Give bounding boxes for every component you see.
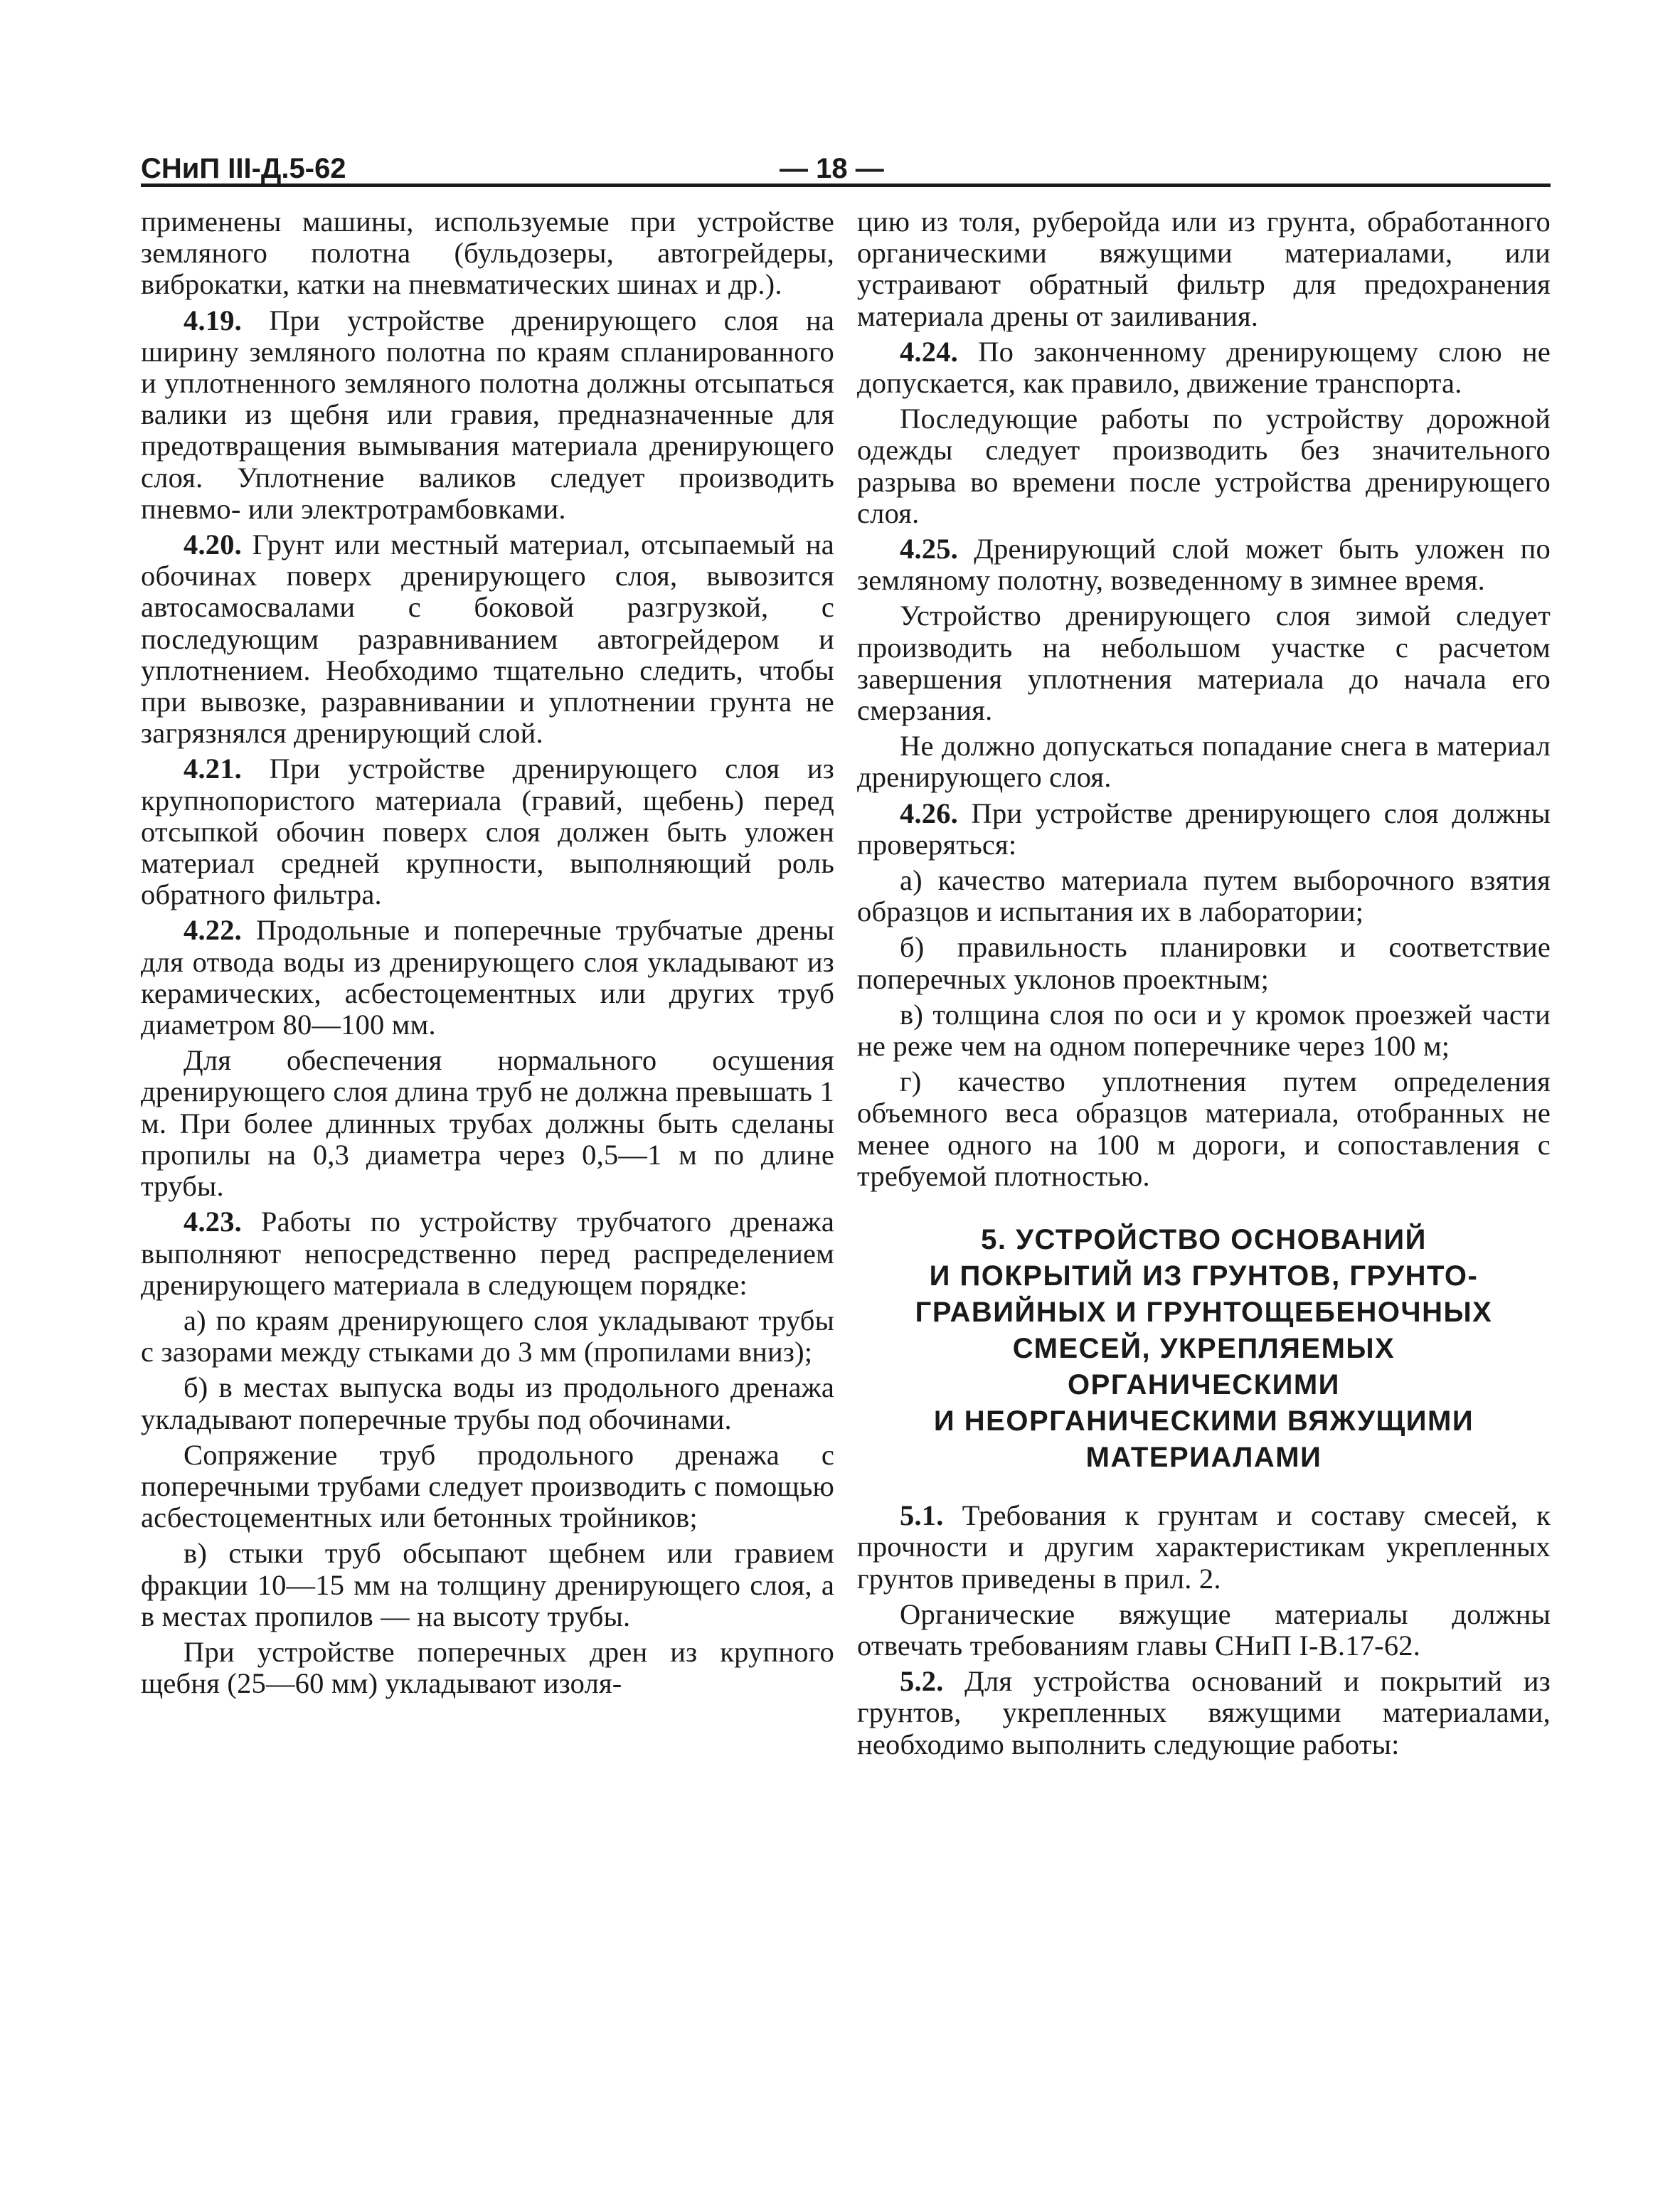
paragraph-text: При устройстве дренирующего слоя должны проверяться:	[857, 797, 1551, 861]
section-title-line: 5. УСТРОЙСТВО ОСНОВАНИЙ	[981, 1224, 1427, 1256]
paragraph-text: При устройстве дренирующего слоя из крупнопористого материала (гравий, щебень) перед отсыпкой обочин поверх слоя должен быть уложен материал средней крупности, выполняющий роль обратного фильтра.	[141, 753, 834, 911]
paragraph-text: применены машины, используемые при устройстве земляного полотна (бульдозеры, автогрейдеры, виброкатки, катки на пневматических шинах и др.).	[141, 206, 834, 301]
clause-number: 4.23.	[184, 1206, 242, 1238]
paragraph	[857, 206, 1551, 332]
paragraph	[857, 932, 1551, 994]
paragraph-text: а) по краям дренирующего слоя укладывают трубы с зазорами между стыками до 3 мм (пропилами вниз);	[141, 1304, 834, 1368]
paragraph-text: При устройстве дренирующего слоя на ширину земляного полотна по краям спланированного и уплотненного земляного полотна должны отсыпаться валики из щебня или гравия, предназначенные для предотвращения вымывания материала дренирующего слоя. Уплотнение валиков следует производить пневмо- или электротрамбовками.	[141, 304, 834, 525]
paragraph	[141, 753, 834, 910]
paragraph	[141, 1305, 834, 1368]
section-title-line: ОРГАНИЧЕСКИМИ	[1068, 1369, 1340, 1401]
paragraph-text: б) в местах выпуска воды из продольного дренажа укладывают поперечные трубы под обочинами.	[141, 1371, 834, 1435]
page-number: — 18 —	[780, 153, 884, 184]
section-title-line: ГРАВИЙНЫХ И ГРУНТОЩЕБЕНОЧНЫХ	[915, 1297, 1493, 1329]
paragraph-text: Требования к грунтам и составу смесей, к прочности и другим характеристикам укрепленных грунтов приведены в прил. 2.	[857, 1499, 1551, 1595]
clause-number: 4.21.	[184, 753, 242, 785]
paragraph-text: Продольные и поперечные трубчатые дрены для отвода воды из дренирующего слоя укладывают из керамических, асбестоцементных или других труб диаметром 80—100 мм.	[141, 914, 834, 1041]
clause-number: 5.1.	[900, 1499, 944, 1532]
paragraph	[141, 529, 834, 749]
clause-number: 4.26.	[900, 797, 958, 829]
paragraph	[857, 1066, 1551, 1192]
clause-number: 4.19.	[184, 304, 242, 336]
paragraph-text: Органические вяжущие материалы должны отвечать требованиям главы СНиП I-В.17-62.	[857, 1597, 1551, 1662]
paragraph-text: При устройстве поперечных дрен из крупного щебня (25—60 мм) укладывают изоля-	[141, 1635, 834, 1700]
paragraph-text: б) правильность планировки и соответствие поперечных уклонов проектным;	[857, 931, 1551, 995]
paragraph	[141, 1372, 834, 1435]
paragraph-text: Устройство дренирующего слоя зимой следует производить на небольшом участке с расчетом завершения уплотнения материала до начала его смерзания.	[857, 600, 1551, 727]
section-title-line: И НЕОРГАНИЧЕСКИМИ ВЯЖУЩИМИ	[933, 1405, 1474, 1437]
paragraph	[857, 798, 1551, 861]
paragraph	[857, 999, 1551, 1062]
left-paragraphs	[141, 206, 834, 1699]
paragraph-text: Работы по устройству трубчатого дренажа выполняют непосредственно перед распределением дренирующего материала в следующем порядке:	[141, 1206, 835, 1301]
paragraph	[141, 1637, 834, 1699]
paragraph	[141, 1045, 834, 1202]
right-column	[857, 206, 1551, 1765]
paragraph-text: цию из толя, руберойда или из грунта, обработанного органическими вяжущими материалами, или устраивают обратный фильтр для предохранения материала дрены от заиливания.	[857, 206, 1551, 332]
clause-number: 4.25.	[900, 533, 958, 565]
paragraph-text: Сопряжение труб продольного дренажа с поперечными трубами следует производить с помощью асбестоцементных или бетонных тройников;	[141, 1438, 834, 1534]
paragraph	[141, 206, 834, 301]
paragraph	[141, 1206, 834, 1301]
document-code: СНиП III-Д.5-62	[141, 153, 346, 184]
paragraph	[857, 403, 1551, 529]
paragraph	[857, 336, 1551, 399]
right-top-paragraphs	[857, 206, 1551, 1192]
right-bottom-paragraphs	[857, 1500, 1551, 1760]
left-column	[141, 206, 834, 1703]
paragraph-text: в) толщина слоя по оси и у кромок проезжей части не реже чем на одном поперечнике через 100 м;	[857, 998, 1551, 1063]
paragraph	[141, 915, 834, 1041]
clause-number: 5.2.	[900, 1665, 944, 1698]
paragraph-text: Последующие работы по устройству дорожной одежды следует производить без значительного разрыва во времени после устройства дренирующего слоя.	[857, 403, 1551, 529]
paragraph	[857, 1500, 1551, 1595]
paragraph-text: в) стыки труб обсыпают щебнем или гравием фракции 10—15 мм на толщину дренирующего слоя, а в местах пропилов — на высоту трубы.	[141, 1537, 834, 1632]
paragraph	[141, 305, 834, 525]
paragraph	[857, 1599, 1551, 1662]
paragraph-text: г) качество уплотнения путем определения объемного веса образцов материала, отобранных не менее одного на 100 м дороги, и сопоставления с требуемой плотностью.	[857, 1065, 1551, 1192]
clause-number: 4.24.	[900, 335, 958, 368]
paragraph	[857, 865, 1551, 927]
section-title	[857, 1222, 1551, 1476]
clause-number: 4.20.	[184, 528, 242, 561]
paragraph-text: Для устройства оснований и покрытий из грунтов, укрепленных вяжущими материалами, необходимо выполнить следующие работы:	[857, 1665, 1551, 1760]
paragraph-text: Дренирующий слой может быть уложен по земляному полотну, возведенному в зимнее время.	[857, 533, 1551, 597]
clause-number: 4.22.	[184, 914, 242, 947]
paragraph-text: Не должно допускаться попадание снега в материал дренирующего слоя.	[857, 730, 1551, 794]
paragraph	[857, 533, 1551, 596]
paragraph-text: а) качество материала путем выборочного взятия образцов и испытания их в лаборатории;	[857, 864, 1551, 928]
paragraph	[857, 1666, 1551, 1760]
paragraph	[141, 1440, 834, 1534]
header-rule	[141, 184, 1551, 187]
section-title-line: МАТЕРИАЛАМИ	[1085, 1442, 1322, 1474]
paragraph	[857, 730, 1551, 793]
paragraph	[857, 600, 1551, 726]
page-header	[141, 151, 1551, 186]
section-title-line: СМЕСЕЙ, УКРЕПЛЯЕМЫХ	[1012, 1333, 1395, 1365]
paragraph-text: По законченному дренирующему слою не допускается, как правило, движение транспорта.	[857, 335, 1551, 400]
paragraph-text: Для обеспечения нормального осушения дренирующего слоя длина труб не должна превышать 1 м. При более длинных трубах должны быть сделаны пропилы на 0,3 диаметра через 0,5—1 м по длине трубы.	[141, 1044, 834, 1203]
paragraph-text: Грунт или местный материал, отсыпаемый на обочинах поверх дренирующего слоя, вывозится автосамосвалами с боковой разгрузкой, с последующим разравниванием автогрейдером и уплотнением. Необходимо тщательно следить, чтобы при вывозке, разравнивании и уплотнении грунта не загрязнялся дренирующий слой.	[141, 528, 834, 750]
section-title-line: И ПОКРЫТИЙ ИЗ ГРУНТОВ, ГРУНТО-	[929, 1260, 1479, 1292]
paragraph	[141, 1538, 834, 1632]
